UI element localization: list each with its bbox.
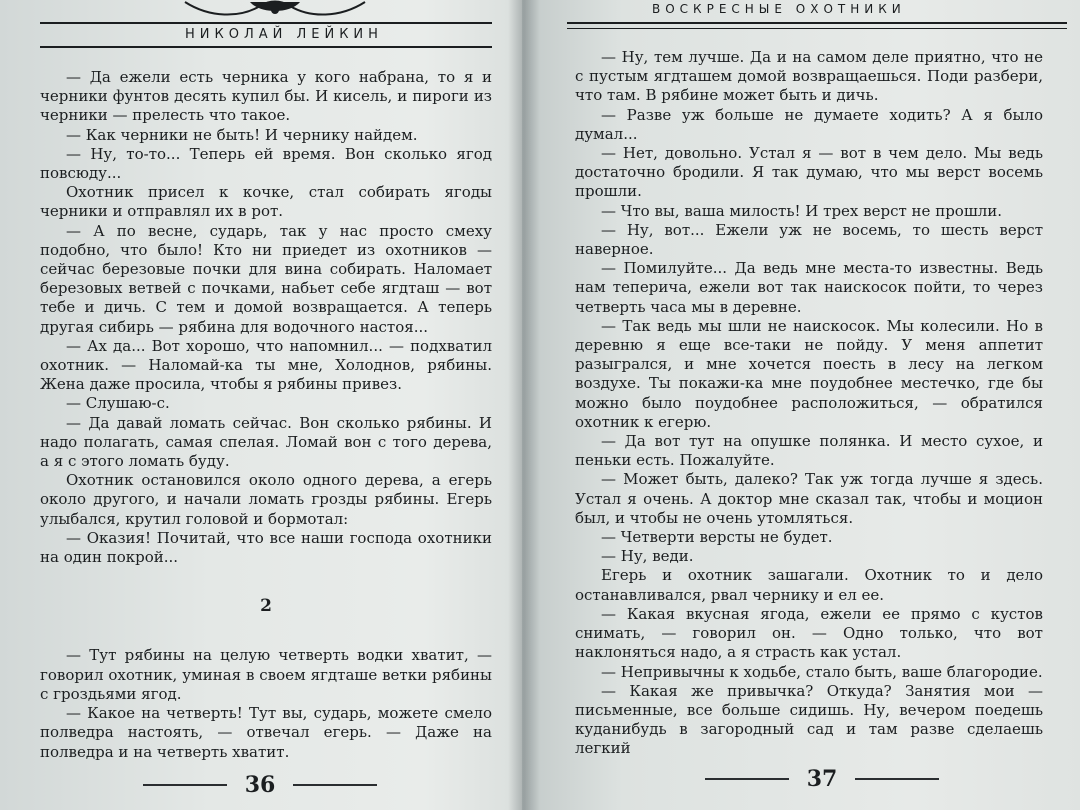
paragraph: — Да давай ломать сейчас. Вон сколько рябины. И надо полагать, самая спелая. Ломай вон с того дерева, а я с этого ломать буду.: [40, 413, 492, 471]
page-number-left: 36: [244, 772, 276, 798]
paragraph: — Что вы, ваша милость! И трех верст не прошли.: [601, 201, 1003, 220]
right-footer: [672, 766, 972, 792]
footer-rule: [293, 784, 377, 786]
right-paragraphs: [575, 48, 1043, 759]
paragraph: — Как черники не быть! И чернику найдем.: [66, 125, 418, 144]
paragraph: — Какое на четверть! Тут вы, сударь, можете смело полведра настоять, — отвечал егерь. — Даже на полведра и на четверть хватит.: [40, 704, 492, 761]
paragraph: — Да вот тут на опушке полянка. И место сухое, и пеньки есть. Пожалуйте.: [575, 432, 1043, 470]
paragraph: — Ну, тем лучше. Да и на самом деле приятно, что не с пустым ягдташем домой возвращаешься. Поди разбери, что там. В рябине может быть и дичь.: [575, 48, 1043, 105]
paragraph: — Да ежели есть черника у кого набрана, то я и черники фунтов десять купил бы. И кисель, и пироги из черники — прелесть что такое.: [40, 68, 492, 125]
paragraph: — Ну, веди.: [601, 547, 694, 566]
paragraph: — Непривычны к ходьбе, стало быть, ваше благородие.: [601, 662, 1043, 681]
paragraph: — Нет, довольно. Устал я — вот в чем дело. Мы ведь достаточно бродили. Я так думаю, что мы верст восемь прошли.: [575, 144, 1043, 201]
author-header: НИКОЛАЙ ЛЕЙКИН: [185, 27, 383, 42]
title-header: ВОСКРЕСНЫЕ ОХОТНИКИ: [652, 2, 906, 16]
right-body-text: [575, 48, 1043, 759]
left-page: [0, 0, 530, 810]
section-number: 2: [260, 596, 272, 617]
paragraph: Охотник присел к кочке, стал собирать ягоды черники и отправлял их в рот.: [40, 183, 492, 221]
left-footer: [110, 772, 410, 798]
paragraph: — Тут рябины на целую четверть водки хватит, — говорил охотник, уминая в своем ягдташе ветки рябины с гроздьями ягод.: [40, 646, 492, 703]
footer-rule: [855, 778, 939, 780]
paragraph: — Может быть, далеко? Так уж тогда лучше я здесь. Устал я очень. А доктор мне сказал так, чтобы и моцион был, и чтобы не очень утомляться.: [575, 470, 1043, 527]
paragraph: — Так ведь мы шли не наискосок. Мы колесили. Но в деревню я еще все-таки не пойду. У меня аппетит разыгрался, и мне хочется поесть в лесу на легком воздухе. Ты покажи-ка мне поудобнее местечко, где бы можно было поудобнее расположиться, — обратился охотник к егерю.: [575, 316, 1043, 431]
paragraph: — Ах да... Вот хорошо, что напомнил... — подхватил охотник. — Наломай-ка ты мне, Холоднов, рябины. Жена даже просила, чтобы я рябины привез.: [40, 336, 492, 394]
header-rule-top: [40, 22, 492, 24]
paragraph: — А по весне, сударь, так у нас просто смеху подобно, что было! Кто ни приедет из охотников — сейчас березовые почки для вина собирать. Наломает березовых ветвей с почками, набьет себе ягдташ — вот тебе и дичь. С тем и домой возвращается. А теперь другая сибирь — рябина для водочного настоя...: [40, 221, 492, 336]
paragraph: — Ну, то-то... Теперь ей время. Вон сколько ягод повсюду...: [40, 144, 492, 183]
header-rule-bottom: [40, 46, 492, 48]
paragraph: — Оказия! Почитай, что все наши господа охотники на один покрой...: [40, 528, 492, 567]
paragraph: — Четверти версты не будет.: [601, 528, 833, 547]
paragraph: Охотник остановился около одного дерева, а егерь около другого, и начали ломать грозды рябины. Егерь улыбался, крутил головой и бормотал:: [40, 471, 492, 528]
right-page: [522, 0, 1080, 810]
paragraph: — Ну, вот... Ежели уж не восемь, то шесть верст наверное.: [575, 220, 1043, 259]
left-body-text: [40, 68, 492, 762]
left-paragraphs-after-section: [40, 646, 492, 761]
header-ornament-left: [180, 0, 370, 20]
page-number-right: 37: [806, 766, 838, 792]
footer-rule: [705, 778, 789, 780]
paragraph: — Какая же привычка? Откуда? Занятия мои — письменные, все больше сидишь. Ну, вечером поедешь куданибудь в загородный сад и там разве сделаешь легкий: [575, 681, 1043, 758]
left-paragraphs: [40, 68, 492, 567]
book-gutter: [508, 0, 540, 810]
paragraph: — Помилуйте... Да ведь мне места-то известны. Ведь нам теперича, ежели вот так наискосок пойти, то через четверть часа мы в деревне.: [575, 259, 1043, 316]
paragraph: — Слушаю-с.: [66, 394, 170, 413]
paragraph: — Разве уж больше не думаете ходить? А я было думал...: [575, 105, 1043, 143]
paragraph: Егерь и охотник зашагали. Охотник то и дело останавливался, рвал чернику и ел ее.: [575, 566, 1043, 604]
paragraph: — Какая вкусная ягода, ежели ее прямо с кустов снимать, — говорил он. — Одно только, что вот наклоняться надо, а я страсть как устал.: [575, 604, 1043, 662]
header-rule: [567, 22, 1067, 24]
header-rule-thin: [567, 28, 1067, 29]
footer-rule: [143, 784, 227, 786]
